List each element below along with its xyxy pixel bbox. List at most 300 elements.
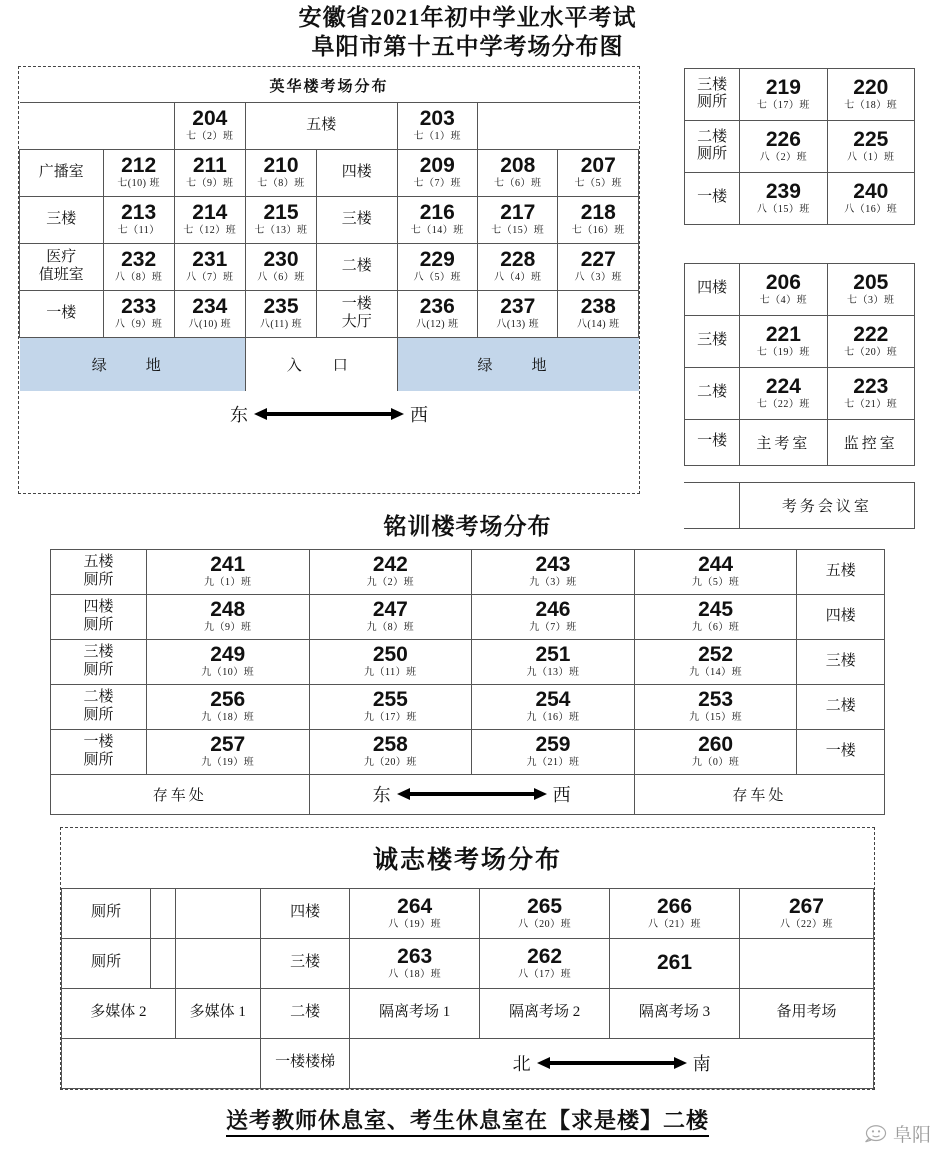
room-203-number: 203 [419,107,455,130]
mingxun-direction-west-label: 西 [552,785,571,805]
room-235-number: 235 [263,295,299,318]
mingxun-wc-2f-line1: 二楼 [83,689,114,706]
yinghua-right-table-top [684,68,915,225]
chengzhi-blank-1f [62,1038,261,1088]
yinghua-ground-row [20,337,639,391]
chengzhi-floor-label-2f: 二楼 [260,988,349,1038]
room-215[interactable] [245,196,316,243]
broadcast-room: 广播室 [20,149,104,196]
room-203-class: 七（1）班 [413,131,462,142]
mingxun-wc-3f-line2: 厕所 [83,661,114,678]
room-266-class: 八（21）班 [648,918,701,930]
room-221[interactable] [740,315,827,367]
room-264-class: 八（19）班 [388,918,442,930]
room-231[interactable] [174,243,245,290]
room-251-class: 九（13）班 [526,667,580,678]
room-217-number: 217 [500,201,536,224]
room-241-number: 241 [210,553,246,576]
room-246[interactable] [472,594,635,639]
room-209-number: 209 [419,154,455,177]
meeting-room-row [684,482,915,528]
room-261[interactable] [610,938,740,988]
yinghua-floor5-row [20,102,639,149]
room-231-class: 八（7）班 [186,272,234,283]
room-214-class: 七（12）班 [183,225,237,236]
room-235-class: 八(11) 班 [259,319,303,330]
room-213-class: 七（11） [117,225,160,236]
room-249-class: 九（10）班 [201,667,255,678]
mingxun-footer-row [51,774,885,814]
room-214-number: 214 [192,201,228,224]
room-260[interactable] [634,729,797,774]
chengzhi-direction-indicator [350,1038,874,1088]
room-247-number: 247 [372,598,408,621]
mingxun-wc-2f-line2: 厕所 [83,706,114,723]
exam-affairs-meeting-room[interactable]: 考务会议室 [739,482,914,528]
room-234[interactable] [174,290,245,337]
room-266[interactable] [610,888,740,938]
room-250[interactable] [309,639,472,684]
mingxun-row-5f [51,549,885,594]
mingxun-wc-3f-line1: 三楼 [83,644,114,661]
room-250-class: 九（11）班 [364,667,417,678]
monitoring-room[interactable]: 监控室 [827,419,914,465]
room-228-class: 八（4）班 [494,272,542,283]
right2-row-3f [685,315,915,367]
mingxun-floor-label-5f: 五楼 [797,549,885,594]
mingxun-floor-label-2f: 二楼 [797,684,885,729]
room-239-number: 239 [765,179,801,203]
room-209-class: 七（7）班 [413,178,462,189]
double-arrow-icon [254,408,404,420]
room-241[interactable] [146,549,309,594]
room-223-number: 223 [853,374,889,398]
room-216-class: 七（14）班 [410,225,464,236]
room-244-number: 244 [698,553,734,576]
room-225-class: 八（1）班 [847,151,895,163]
room-230-number: 230 [263,248,299,271]
right-floor-2f-line1: 二楼 [697,128,728,145]
room-220-class: 七（18）班 [844,99,898,111]
meeting-row-blank [684,482,739,528]
mingxun-direction-east-label: 东 [372,785,391,805]
yinghua-direction-row [20,391,639,437]
right2-floor-label-2f: 二楼 [685,367,740,419]
bike-parking-left: 存车处 [51,774,310,814]
right-row-1f [685,172,915,224]
room-213[interactable] [103,196,174,243]
room-249[interactable] [146,639,309,684]
chengzhi-narrow-3f [151,938,175,988]
mingxun-wc-5f-line1: 五楼 [83,554,114,571]
room-212-number: 212 [121,154,157,177]
chengzhi-blank-3f [175,938,260,988]
yinghua-meeting-table [684,482,915,529]
room-208[interactable] [478,149,558,196]
room-227[interactable] [558,243,639,290]
mingxun-wc-4f-line2: 厕所 [83,616,114,633]
room-265-class: 八（20）班 [518,918,572,930]
room-203[interactable] [397,102,477,149]
isolation-exam-room-1[interactable]: 隔离考场 1 [350,988,480,1038]
room-243-class: 九（3）班 [529,577,577,588]
chengzhi-row-4f [62,888,874,938]
title-line-1: 安徽省2021年初中学业水平考试 [298,5,637,30]
room-236-number: 236 [419,295,455,318]
room-215-class: 七（13）班 [254,225,308,236]
room-220-number: 220 [853,75,889,99]
room-229-number: 229 [419,248,455,271]
room-251[interactable] [472,639,635,684]
room-207[interactable] [558,149,639,196]
medical-duty-room-line2: 值班室 [38,266,84,283]
room-204-class: 七（2）班 [186,131,234,142]
yinghua-heading-row [20,67,639,103]
room-222-class: 七（20）班 [844,346,898,358]
room-236[interactable] [397,290,477,337]
yinghua-floor1-row [20,290,639,337]
right-floor-3f-line1: 三楼 [697,76,728,93]
room-263-number: 263 [397,944,433,968]
room-218-number: 218 [580,201,616,224]
medical-duty-room [20,243,104,290]
room-256[interactable] [146,684,309,729]
room-264-number: 264 [397,894,433,918]
floor1-label-left: 一楼 [20,290,104,337]
chengzhi-wc-4f: 厕所 [62,888,151,938]
spare-exam-room[interactable]: 备用考场 [739,988,873,1038]
room-238-number: 238 [580,295,616,318]
room-266-number: 266 [656,894,693,918]
right2-floor-label-3f: 三楼 [685,315,740,367]
green-area-left: 绿 地 [20,337,246,391]
floor1-lobby-label [317,290,397,337]
room-208-class: 七（6）班 [494,178,542,189]
room-256-class: 九（18）班 [201,712,255,723]
room-245[interactable] [634,594,797,639]
chengzhi-blank-4f [175,888,260,938]
room-226-class: 八（2）班 [759,151,808,163]
room-210-number: 210 [263,154,299,177]
mingxun-wc-2f [51,684,147,729]
right2-row-4f [685,263,915,315]
room-216-number: 216 [419,201,455,224]
room-239[interactable] [740,172,827,224]
room-258-number: 258 [372,733,408,756]
mingxun-row-1f [51,729,885,774]
right-floor-3f-line2: 厕所 [697,94,728,110]
mingxun-floor-label-4f: 四楼 [797,594,885,639]
room-238-class: 八(14) 班 [576,319,620,330]
room-218-class: 七（16）班 [571,225,625,236]
yinghua-floor4-row [20,149,639,196]
chengzhi-wc-3f: 厕所 [62,938,151,988]
room-214[interactable] [174,196,245,243]
room-233-class: 八（9）班 [114,319,163,330]
room-247[interactable] [309,594,472,639]
mingxun-wc-4f [51,594,147,639]
room-265-number: 265 [527,894,563,918]
room-252-number: 252 [698,643,734,666]
room-217-class: 七（15）班 [491,225,545,236]
mingxun-wc-5f [51,549,147,594]
chengzhi-row-3f [62,938,874,988]
room-228[interactable] [478,243,558,290]
right-row-2f [685,120,915,172]
room-232-number: 232 [121,248,157,271]
room-245-number: 245 [698,598,734,621]
yinghua-main-table [19,67,639,438]
room-212-class: 七(10) 班 [117,178,160,189]
room-253-number: 253 [698,688,734,711]
room-263[interactable] [350,938,480,988]
room-237-class: 八(13) 班 [496,319,540,330]
room-240-class: 八（16）班 [844,203,898,215]
floor1-lobby-line2: 大厅 [341,313,372,330]
room-246-number: 246 [535,598,571,621]
mingxun-heading: 铭训楼考场分布 [383,513,552,539]
chengzhi-direction-south-label: 南 [692,1054,711,1074]
room-204-number: 204 [192,107,228,130]
direction-east-label: 东 [230,405,248,425]
direction-indicator-ew [20,391,639,437]
chief-examiner-room[interactable]: 主考室 [740,419,827,465]
room-262-number: 262 [527,944,563,968]
floor3-label-left: 三楼 [20,196,104,243]
floor1-lobby-line1: 一楼 [341,296,372,313]
room-223-class: 七（21）班 [844,398,898,410]
right-floor-label-1f: 一楼 [685,172,740,224]
green-area-right: 绿 地 [397,337,638,391]
room-249-number: 249 [210,643,246,666]
isolation-exam-room-3[interactable]: 隔离考场 3 [610,988,740,1038]
room-232-class: 八（8）班 [114,272,163,283]
floor5-empty-left [20,102,175,149]
mingxun-wc-1f [51,729,147,774]
room-234-class: 八(10) 班 [188,319,232,330]
room-235[interactable] [245,290,316,337]
room-262-class: 八（17）班 [518,968,572,980]
room-257-class: 九（19）班 [201,757,255,768]
room-224-class: 七（22）班 [756,398,810,410]
room-227-number: 227 [580,248,616,271]
room-267[interactable] [739,888,873,938]
chengzhi-direction-north-label: 北 [512,1054,531,1074]
room-209[interactable] [397,149,477,196]
title-line-2: 阜阳市第十五中学考场分布图 [311,33,624,59]
room-233[interactable] [103,290,174,337]
isolation-exam-room-2[interactable]: 隔离考场 2 [480,988,610,1038]
yinghua-floor2-row [20,243,639,290]
room-254-class: 九（16）班 [526,712,580,723]
watermark [863,1120,931,1147]
chengzhi-floor-label-1f-stairs: 一楼楼梯 [260,1038,349,1088]
mingxun-row-4f [51,594,885,639]
room-206-class: 七（4）班 [759,294,808,306]
chengzhi-row-2f [62,988,874,1038]
room-259-class: 九（21）班 [526,757,580,768]
room-259-number: 259 [535,733,571,756]
room-221-number: 221 [765,322,801,346]
room-215-number: 215 [263,201,299,224]
right2-row-1f [685,419,915,465]
room-250-number: 250 [372,643,408,666]
room-248[interactable] [146,594,309,639]
room-211-number: 211 [192,154,227,177]
room-225-number: 225 [853,127,889,151]
room-223[interactable] [827,367,914,419]
room-207-class: 七（5）班 [574,178,622,189]
medical-duty-room-line1: 医疗 [46,249,77,266]
room-221-class: 七（19）班 [756,346,810,358]
room-213-number: 213 [121,201,157,224]
room-222[interactable] [827,315,914,367]
room-243[interactable] [472,549,635,594]
room-224[interactable] [740,367,827,419]
room-236-class: 八(12) 班 [415,319,459,330]
room-232[interactable] [103,243,174,290]
wechat-smiley-icon [863,1124,889,1144]
room-205-number: 205 [853,270,889,294]
room-208-number: 208 [500,154,536,177]
room-224-number: 224 [765,374,801,398]
room-238[interactable] [558,290,639,337]
room-245-class: 九（6）班 [691,622,740,633]
footer-note-text: 送考教师休息室、考生休息室在【求是楼】二楼 [226,1108,709,1137]
right-floor-2f-line2: 厕所 [697,146,728,162]
room-255[interactable] [309,684,472,729]
room-237-number: 237 [500,295,536,318]
room-243-number: 243 [535,553,571,576]
room-206[interactable] [740,263,827,315]
room-229[interactable] [397,243,477,290]
room-248-class: 九（9）班 [203,622,252,633]
direction-west-label: 西 [410,405,428,425]
room-257[interactable] [146,729,309,774]
mingxun-direction-indicator [309,774,634,814]
room-255-number: 255 [372,688,408,711]
room-261-number: 261 [656,951,693,974]
room-225[interactable] [827,120,914,172]
room-263-class: 八（18）班 [388,968,442,980]
room-255-class: 九（17）班 [363,712,417,723]
mingxun-wc-5f-line2: 厕所 [83,571,114,588]
room-260-class: 九（0）班 [691,757,740,768]
chengzhi-narrow-4f [151,888,175,938]
room-233-number: 233 [121,295,157,318]
section-chengzhi-building [60,827,875,1090]
mingxun-table [50,549,885,815]
room-252[interactable] [634,639,797,684]
room-204[interactable] [174,102,245,149]
room-206-number: 206 [765,270,801,294]
room-210[interactable] [245,149,316,196]
yinghua-right-panel [684,68,915,515]
footer-note [0,1104,935,1135]
floor4-label: 四楼 [317,149,397,196]
room-231-number: 231 [192,248,228,271]
room-253[interactable] [634,684,797,729]
room-260-number: 260 [698,733,734,756]
room-230[interactable] [245,243,316,290]
room-252-class: 九（14）班 [689,667,743,678]
watermark-text: 阜阳 [892,1125,931,1146]
room-218[interactable] [558,196,639,243]
room-240-number: 240 [853,179,889,203]
room-267-class: 八（22）班 [779,918,833,930]
room-267-number: 267 [788,894,824,918]
floor5-empty-right [478,102,639,149]
chengzhi-heading: 诚志楼考场分布 [372,846,562,874]
mingxun-floor-label-1f: 一楼 [797,729,885,774]
multimedia-room-1[interactable]: 多媒体 1 [175,988,260,1038]
mingxun-floor-label-3f: 三楼 [797,639,885,684]
room-254-number: 254 [535,688,571,711]
mingxun-row-2f [51,684,885,729]
floor3-label-mid: 三楼 [317,196,397,243]
room-211[interactable] [174,149,245,196]
room-229-class: 八（5）班 [413,272,462,283]
room-212[interactable] [103,149,174,196]
room-242[interactable] [309,549,472,594]
mingxun-wc-1f-line1: 一楼 [83,734,114,751]
room-216[interactable] [397,196,477,243]
room-257-number: 257 [210,733,246,756]
right-row-3f [685,68,915,120]
room-246-class: 九（7）班 [529,622,577,633]
room-259[interactable] [472,729,635,774]
room-258[interactable] [309,729,472,774]
room-248-number: 248 [210,598,246,621]
room-207-number: 207 [580,154,616,177]
chengzhi-table [61,888,874,1089]
room-244-class: 九（5）班 [691,577,740,588]
room-219-class: 七（17）班 [756,99,810,111]
room-230-class: 八（6）班 [257,272,305,283]
room-254[interactable] [472,684,635,729]
room-251-number: 251 [535,643,571,666]
room-253-class: 九（15）班 [689,712,743,723]
room-240[interactable] [827,172,914,224]
room-244[interactable] [634,549,797,594]
room-227-class: 八（3）班 [574,272,622,283]
room-239-class: 八（15）班 [756,203,810,215]
mingxun-wc-3f [51,639,147,684]
room-217[interactable] [478,196,558,243]
double-arrow-icon [537,1057,687,1069]
room-242-number: 242 [372,553,408,576]
multimedia-room-2[interactable]: 多媒体 2 [62,988,176,1038]
yinghua-floor3-row [20,196,639,243]
room-219[interactable] [740,68,827,120]
room-265[interactable] [480,888,610,938]
room-264[interactable] [350,888,480,938]
room-219-number: 219 [765,75,801,99]
yinghua-left-panel [18,66,640,494]
room-226[interactable] [740,120,827,172]
chengzhi-blank-3f-right [739,938,873,988]
entrance-label: 入 口 [245,337,397,391]
room-222-number: 222 [853,322,889,346]
room-247-class: 九（8）班 [366,622,415,633]
room-262[interactable] [480,938,610,988]
room-228-number: 228 [500,248,536,271]
room-220[interactable] [827,68,914,120]
room-205[interactable] [827,263,914,315]
section-yinghua-building [18,66,917,515]
room-237[interactable] [478,290,558,337]
yinghua-right-table-bottom [684,263,915,466]
